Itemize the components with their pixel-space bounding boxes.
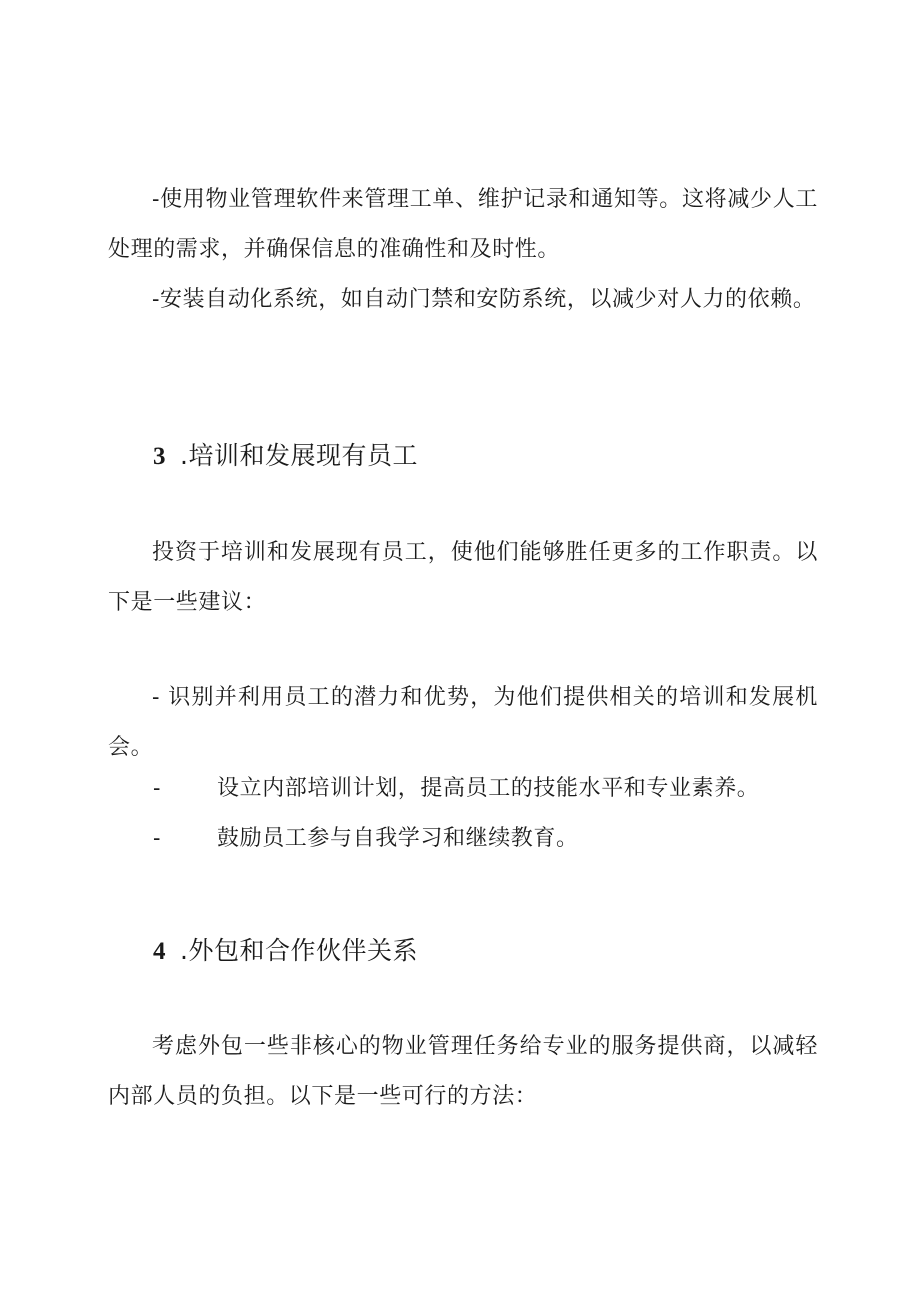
list-item: -安装自动化系统，如自动门禁和安防系统，以减少对人力的依赖。: [152, 287, 816, 312]
section-heading: [153, 436, 418, 477]
section-title: .外包和合作伙伴关系: [180, 936, 418, 965]
section-title: .培训和发展现有员工: [180, 441, 418, 470]
list-dash: -: [153, 826, 162, 851]
section-number: 3: [153, 443, 166, 470]
list-dash: -: [153, 776, 162, 801]
section-heading: [153, 931, 418, 972]
list-item-text: 设立内部培训计划，提高员工的技能水平和专业素养。: [217, 776, 760, 801]
paragraph: 考虑外包一些非核心的物业管理任务给专业的服务提供商，以减轻内部人员的负担。以下是一些可行的方法：: [108, 1034, 818, 1109]
list-item-text: 鼓励员工参与自我学习和继续教育。: [217, 826, 579, 851]
list-item: [153, 764, 818, 814]
paragraph: 投资于培训和发展现有员工，使他们能够胜任更多的工作职责。以下是一些建议：: [108, 540, 818, 615]
list-item: [153, 814, 818, 864]
list-item: - 识别并利用员工的潜力和优势，为他们提供相关的培训和发展机会。: [108, 685, 818, 760]
list-item: -使用物业管理软件来管理工单、维护记录和通知等。这将减少人工处理的需求，并确保信息的准确性和及时性。: [108, 187, 818, 262]
section-number: 4: [153, 938, 166, 965]
